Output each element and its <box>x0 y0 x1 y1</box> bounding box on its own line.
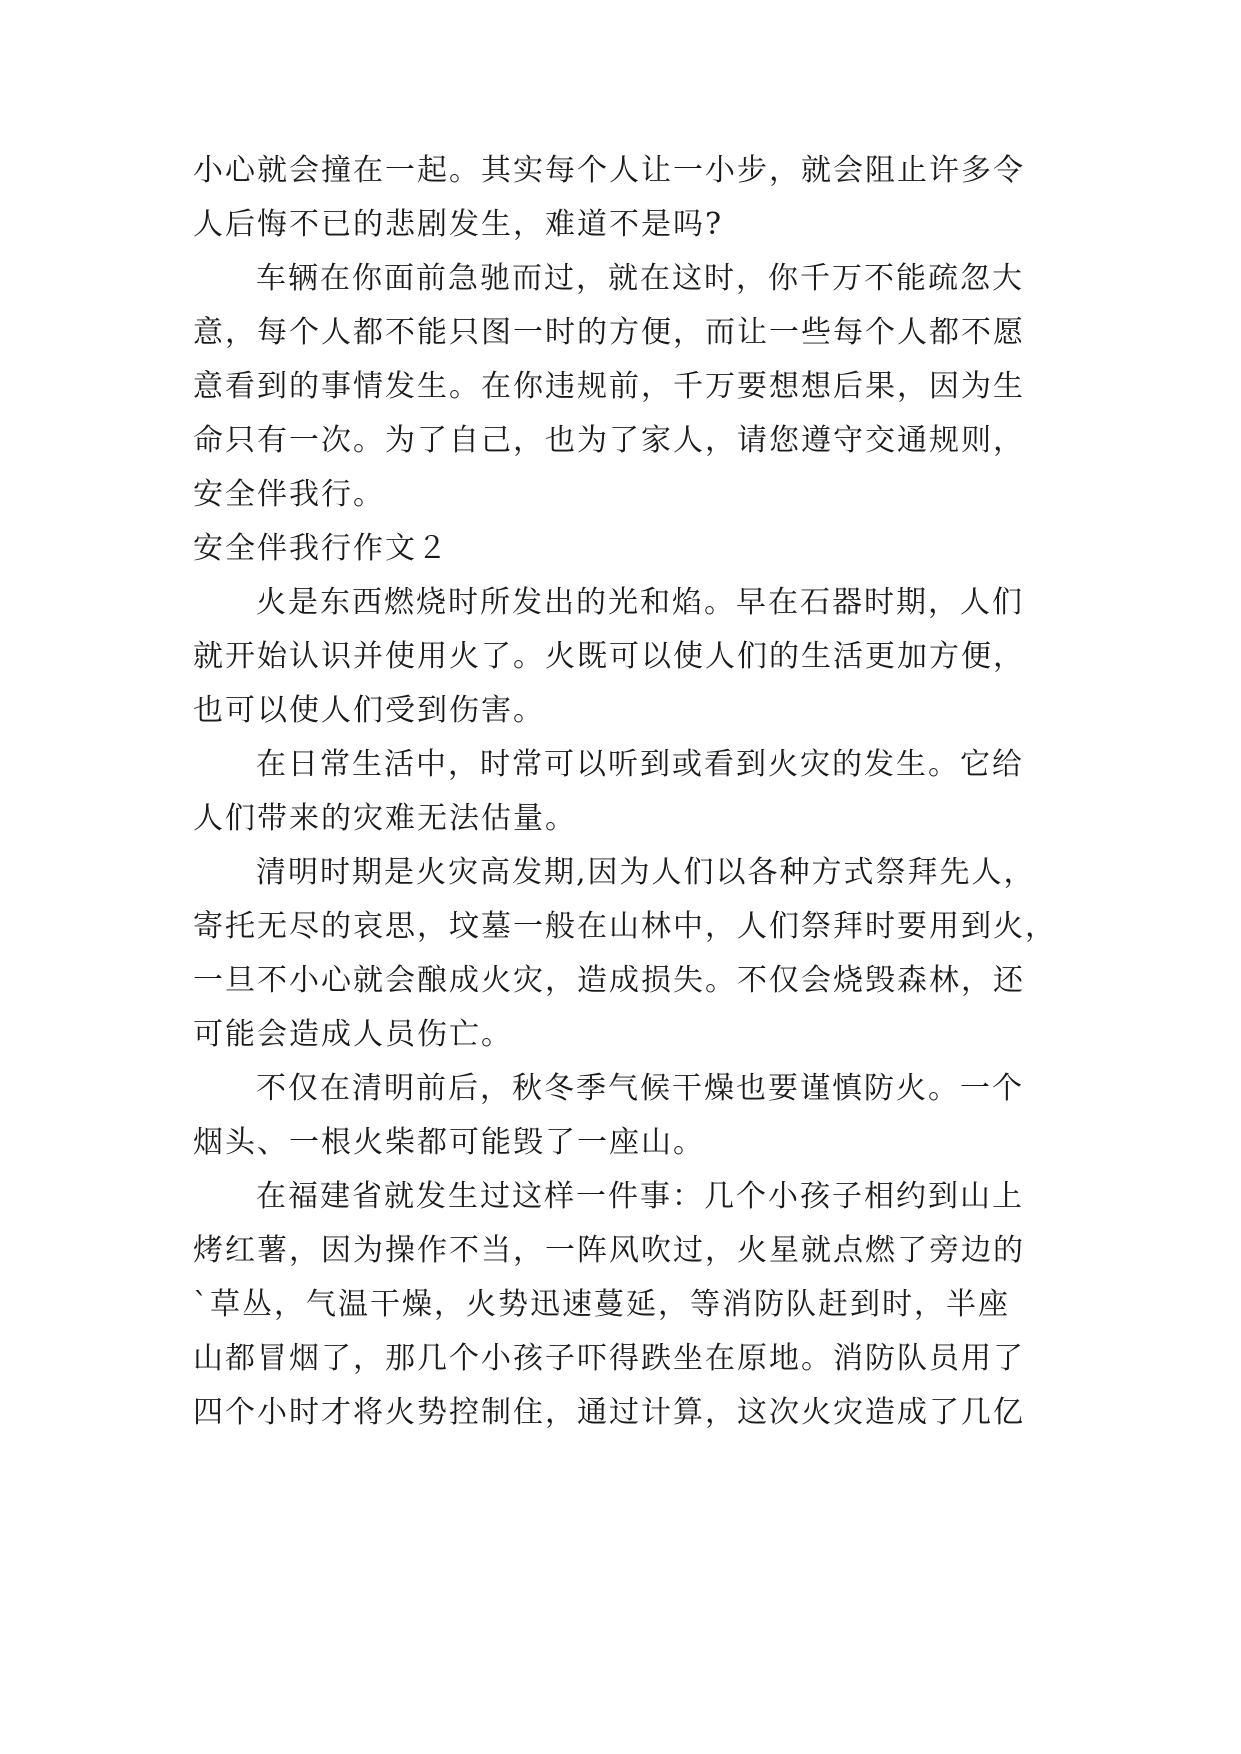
text-line: 寄托无尽的哀思，坟墓一般在山林中，人们祭拜时要用到火， <box>193 909 1057 944</box>
text-line: 山都冒烟了，那几个小孩子吓得跌坐在原地。消防队员用了 <box>193 1341 1025 1376</box>
text-line: 烤红薯，因为操作不当，一阵风吹过，火星就点燃了旁边的 <box>193 1233 1025 1268</box>
text-line: 火是东西燃烧时所发出的光和焰。早在石器时期，人们 <box>256 585 1024 620</box>
text-line: 也可以使人们受到伤害。 <box>193 693 545 728</box>
text-line: 人后悔不已的悲剧发生，难道不是吗? <box>193 207 724 242</box>
text-line: 清明时期是火灾高发期,因为人们以各种方式祭拜先人， <box>256 855 1036 890</box>
text-line: 命只有一次。为了自己，也为了家人，请您遵守交通规则， <box>193 423 1025 458</box>
text-line: 就开始认识并使用火了。火既可以使人们的生活更加方便， <box>193 639 1025 674</box>
text-line: 四个小时才将火势控制住，通过计算，这次火灾造成了几亿 <box>193 1395 1025 1430</box>
text-line: 在日常生活中，时常可以听到或看到火灾的发生。它给 <box>256 747 1024 782</box>
text-line: 意看到的事情发生。在你违规前，千万要想想后果，因为生 <box>193 369 1025 404</box>
text-line: 可能会造成人员伤亡。 <box>193 1017 513 1052</box>
text-line: 在福建省就发生过这样一件事：几个小孩子相约到山上 <box>256 1179 1024 1214</box>
section-heading: 安全伴我行作文２ <box>193 531 449 566</box>
text-line: 车辆在你面前急驰而过，就在这时，你千万不能疏忽大 <box>256 261 1024 296</box>
text-line: 安全伴我行。 <box>193 477 385 512</box>
text-line: `草丛，气温干燥，火势迅速蔓延，等消防队赶到时，半座 <box>193 1287 1010 1322</box>
text-line: 不仅在清明前后，秋冬季气候干燥也要谨慎防火。一个 <box>256 1071 1024 1106</box>
text-line: 烟头、一根火柴都可能毁了一座山。 <box>193 1125 705 1160</box>
text-line: 一旦不小心就会酿成火灾，造成损失。不仅会烧毁森林，还 <box>193 963 1025 998</box>
text-line: 人们带来的灾难无法估量。 <box>193 801 577 836</box>
text-line: 意，每个人都不能只图一时的方便，而让一些每个人都不愿 <box>193 315 1025 350</box>
text-line: 小心就会撞在一起。其实每个人让一小步，就会阻止许多令 <box>193 153 1025 188</box>
